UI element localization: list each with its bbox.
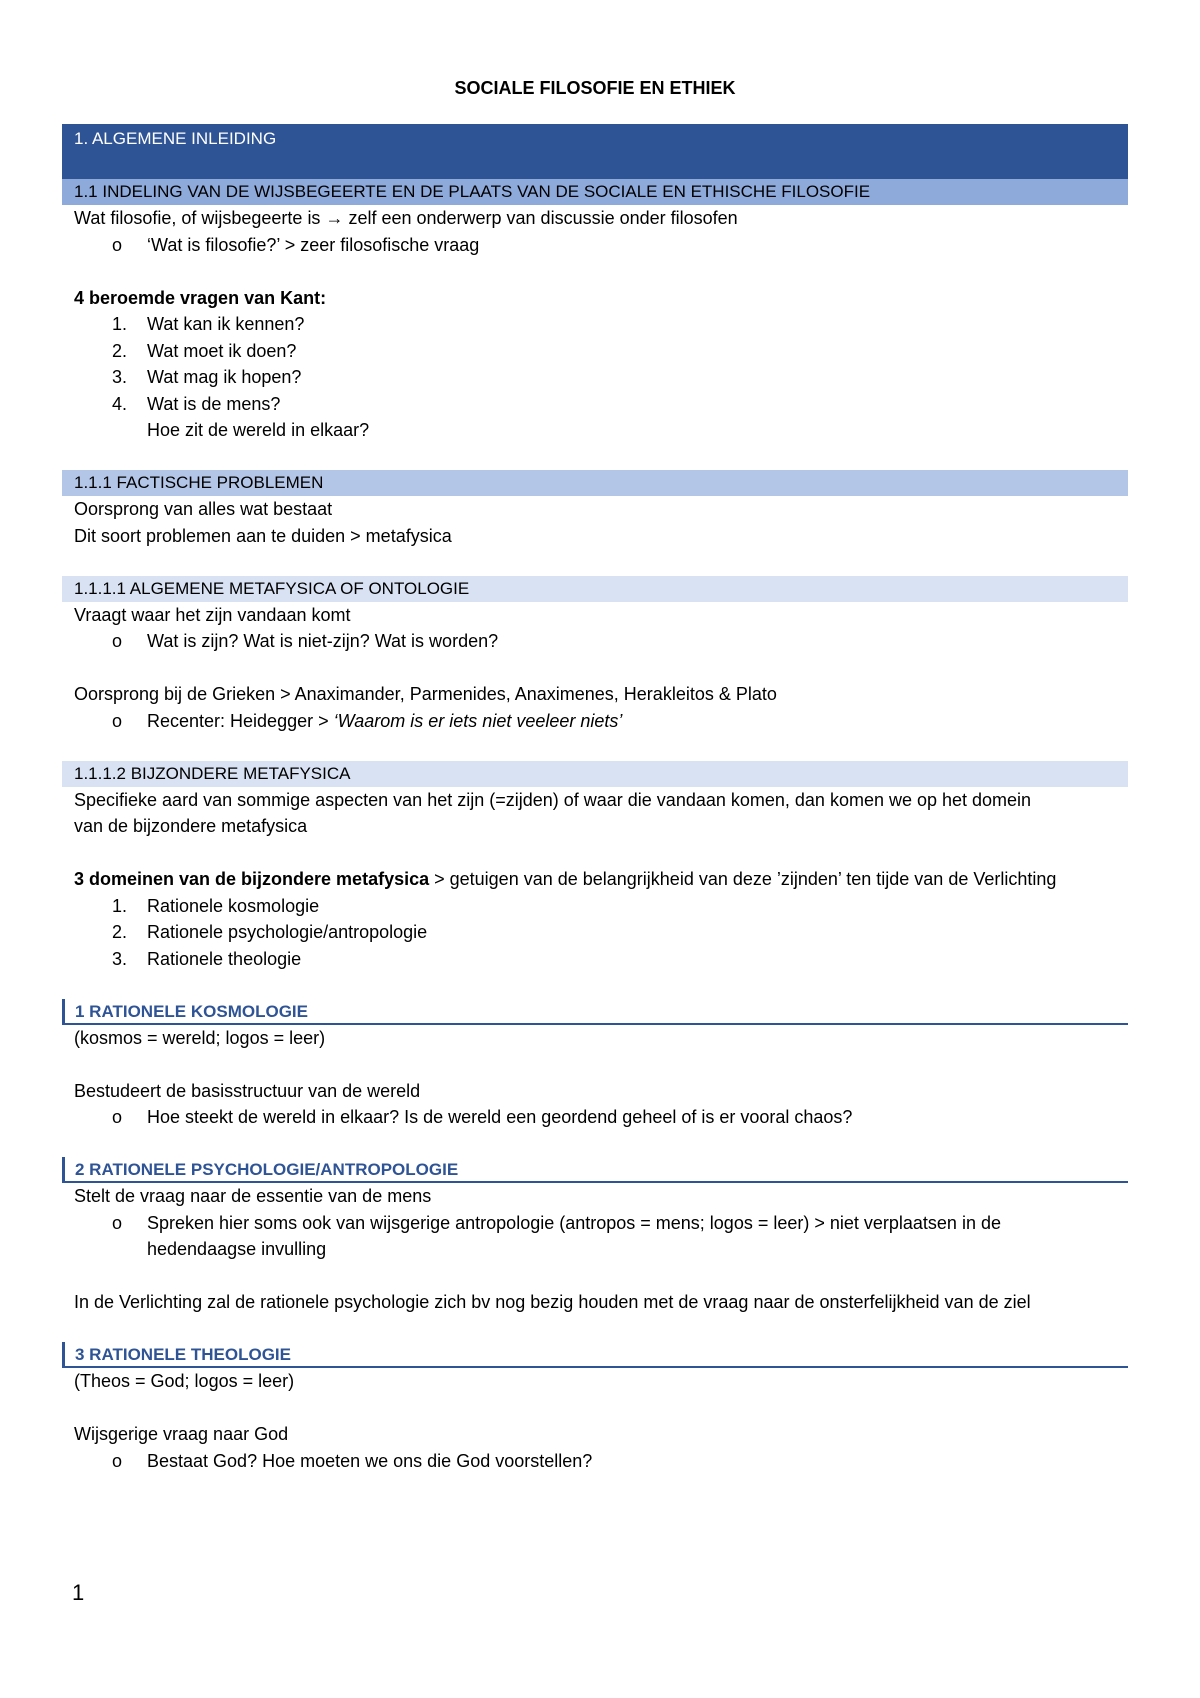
bullet-text: Hoe steekt de wereld in elkaar? Is de wereld een geordend geheel of is er vooral chaos? — [147, 1107, 853, 1127]
page-number: 1 — [72, 1580, 85, 1605]
list-number: 1. — [112, 895, 128, 916]
spacer — [62, 972, 1128, 999]
heading-rationele-kosmologie: 1 RATIONELE KOSMOLOGIE — [62, 999, 1128, 1025]
spacer — [62, 549, 1128, 576]
bullet-marker: o — [112, 631, 123, 651]
heading-rationele-theologie: 3 RATIONELE THEOLOGIE — [62, 1342, 1128, 1368]
list-item — [62, 311, 1128, 338]
bullet-list — [62, 232, 1128, 259]
paragraph-kosmos: (kosmos = wereld; logos = leer) — [74, 1027, 326, 1048]
heading-indeling: 1.1 INDELING VAN DE WIJSBEGEERTE EN DE PLAATS VAN DE SOCIALE EN ETHISCHE FILOSOFIE — [62, 179, 1128, 205]
spacer — [62, 1316, 1128, 1343]
paragraph-soort-problemen: Dit soort problemen aan te duiden > metafysica — [74, 525, 452, 546]
heading-rationele-psychologie: 2 RATIONELE PSYCHOLOGIE/ANTROPOLOGIE — [62, 1157, 1128, 1183]
bullet-text: Spreken hier soms ook van wijsgerige antropologie (antropos = mens; logos = leer) > niet verplaatsen in de — [147, 1212, 1001, 1233]
list-item — [62, 338, 1128, 365]
list-item — [62, 391, 1128, 418]
document-title: SOCIALE FILOSOFIE EN ETHIEK — [454, 78, 736, 98]
heading-algemene-inleiding: 1. ALGEMENE INLEIDING — [62, 124, 1128, 179]
bullet-list — [62, 628, 1128, 655]
paragraph-theos: (Theos = God; logos = leer) — [74, 1371, 295, 1391]
paragraph-grieken: Oorsprong bij de Grieken > Anaximander, Parmenides, Anaximenes, Herakleitos & Plato — [74, 684, 777, 704]
list-item — [62, 232, 1128, 259]
heading-factische-problemen: 1.1.1 FACTISCHE PROBLEMEN — [62, 470, 1128, 496]
list-item — [62, 1210, 1128, 1237]
list-item — [62, 708, 1128, 735]
bullet-text: Bestaat God? Hoe moeten we ons die God voorstellen? — [147, 1450, 593, 1471]
list-text: Rationele kosmologie — [147, 895, 320, 916]
heading-algemene-metafysica: 1.1.1.1 ALGEMENE METAFYSICA OF ONTOLOGIE — [62, 576, 1128, 602]
list-item — [62, 946, 1128, 973]
heidegger-quote: ‘Waarom is er iets niet veeleer niets’ — [333, 710, 623, 731]
bullet-list — [62, 708, 1128, 735]
bullet-list — [62, 1210, 1128, 1237]
list-text: Wat is de mens? — [147, 393, 281, 414]
spacer — [62, 1263, 1128, 1290]
paragraph-bestudeert: Bestudeert de basisstructuur van de wereld — [74, 1080, 421, 1101]
paragraph-oorsprong: Oorsprong van alles wat bestaat — [74, 499, 333, 519]
bullet-marker: o — [112, 234, 123, 255]
list-number: 2. — [112, 922, 128, 942]
kant-list — [62, 311, 1128, 417]
spacer — [62, 444, 1128, 471]
spacer — [62, 1051, 1128, 1078]
list-item — [62, 919, 1128, 946]
list-item — [62, 893, 1128, 920]
bullet-marker: o — [112, 710, 123, 731]
list-text: Rationele theologie — [147, 948, 302, 969]
list-text: Rationele psychologie/antropologie — [147, 922, 428, 942]
spacer — [62, 1131, 1128, 1158]
paragraph-specifieke-line1: Specifieke aard van sommige aspecten van het zijn (=zijden) of waar die vandaan komen, dan komen we op het domein — [74, 789, 1032, 810]
paragraph-specifieke-line2: van de bijzondere metafysica — [74, 816, 308, 836]
list-number: 4. — [112, 393, 128, 414]
spacer — [62, 840, 1128, 867]
list-text: Wat kan ik kennen? — [147, 314, 305, 334]
domeinen-bold: 3 domeinen van de bijzondere metafysica — [74, 869, 430, 889]
list-item — [62, 1448, 1128, 1475]
kant-heading-text: 4 beroemde vragen van Kant: — [74, 287, 327, 308]
bullet-text: Recenter: Heidegger > — [147, 710, 334, 731]
paragraph-wijsgerige: Wijsgerige vraag naar God — [74, 1424, 289, 1444]
kant-continuation: Hoe zit de wereld in elkaar? — [147, 420, 370, 440]
paragraph-wat-filosofie: Wat filosofie, of wijsbegeerte is → zelf een onderwerp van discussie onder filosofen — [74, 208, 738, 228]
spacer — [62, 258, 1128, 285]
bullet-marker: o — [112, 1450, 123, 1471]
bullet-list — [62, 1448, 1128, 1475]
paragraph-stelt: Stelt de vraag naar de essentie van de mens — [74, 1186, 432, 1206]
kant-heading — [62, 285, 1128, 312]
paragraph-verlichting: In de Verlichting zal de rationele psychologie zich bv nog bezig houden met de vraag naar de onsterfelijkheid van de ziel — [74, 1292, 1031, 1312]
spacer — [62, 1395, 1128, 1422]
spacer — [62, 734, 1128, 761]
bullet-continuation: hedendaagse invulling — [147, 1239, 327, 1259]
bullet-text: ‘Wat is filosofie?’ > zeer filosofische vraag — [147, 234, 480, 255]
spacer — [62, 655, 1128, 682]
bullet-marker: o — [112, 1107, 123, 1127]
bullet-list — [62, 1104, 1128, 1131]
list-item — [62, 628, 1128, 655]
domeinen-list — [62, 893, 1128, 973]
list-number: 3. — [112, 948, 128, 969]
list-text: Wat moet ik doen? — [147, 340, 297, 361]
heading-bijzondere-metafysica: 1.1.1.2 BIJZONDERE METAFYSICA — [62, 761, 1128, 787]
bullet-text: Wat is zijn? Wat is niet-zijn? Wat is worden? — [147, 631, 499, 651]
domeinen-rest: > getuigen van de belangrijkheid van deze ’zijnden’ ten tijde van de Verlichting — [429, 869, 1057, 889]
list-item — [62, 1104, 1128, 1131]
list-item — [62, 364, 1128, 391]
document-content — [62, 72, 1128, 1474]
bullet-marker: o — [112, 1212, 123, 1233]
list-number: 1. — [112, 314, 128, 334]
list-number: 3. — [112, 367, 128, 387]
paragraph-vraagt: Vraagt waar het zijn vandaan komt — [74, 604, 351, 625]
paragraph-domeinen — [62, 866, 1128, 893]
list-text: Wat mag ik hopen? — [147, 367, 302, 387]
list-number: 2. — [112, 340, 128, 361]
